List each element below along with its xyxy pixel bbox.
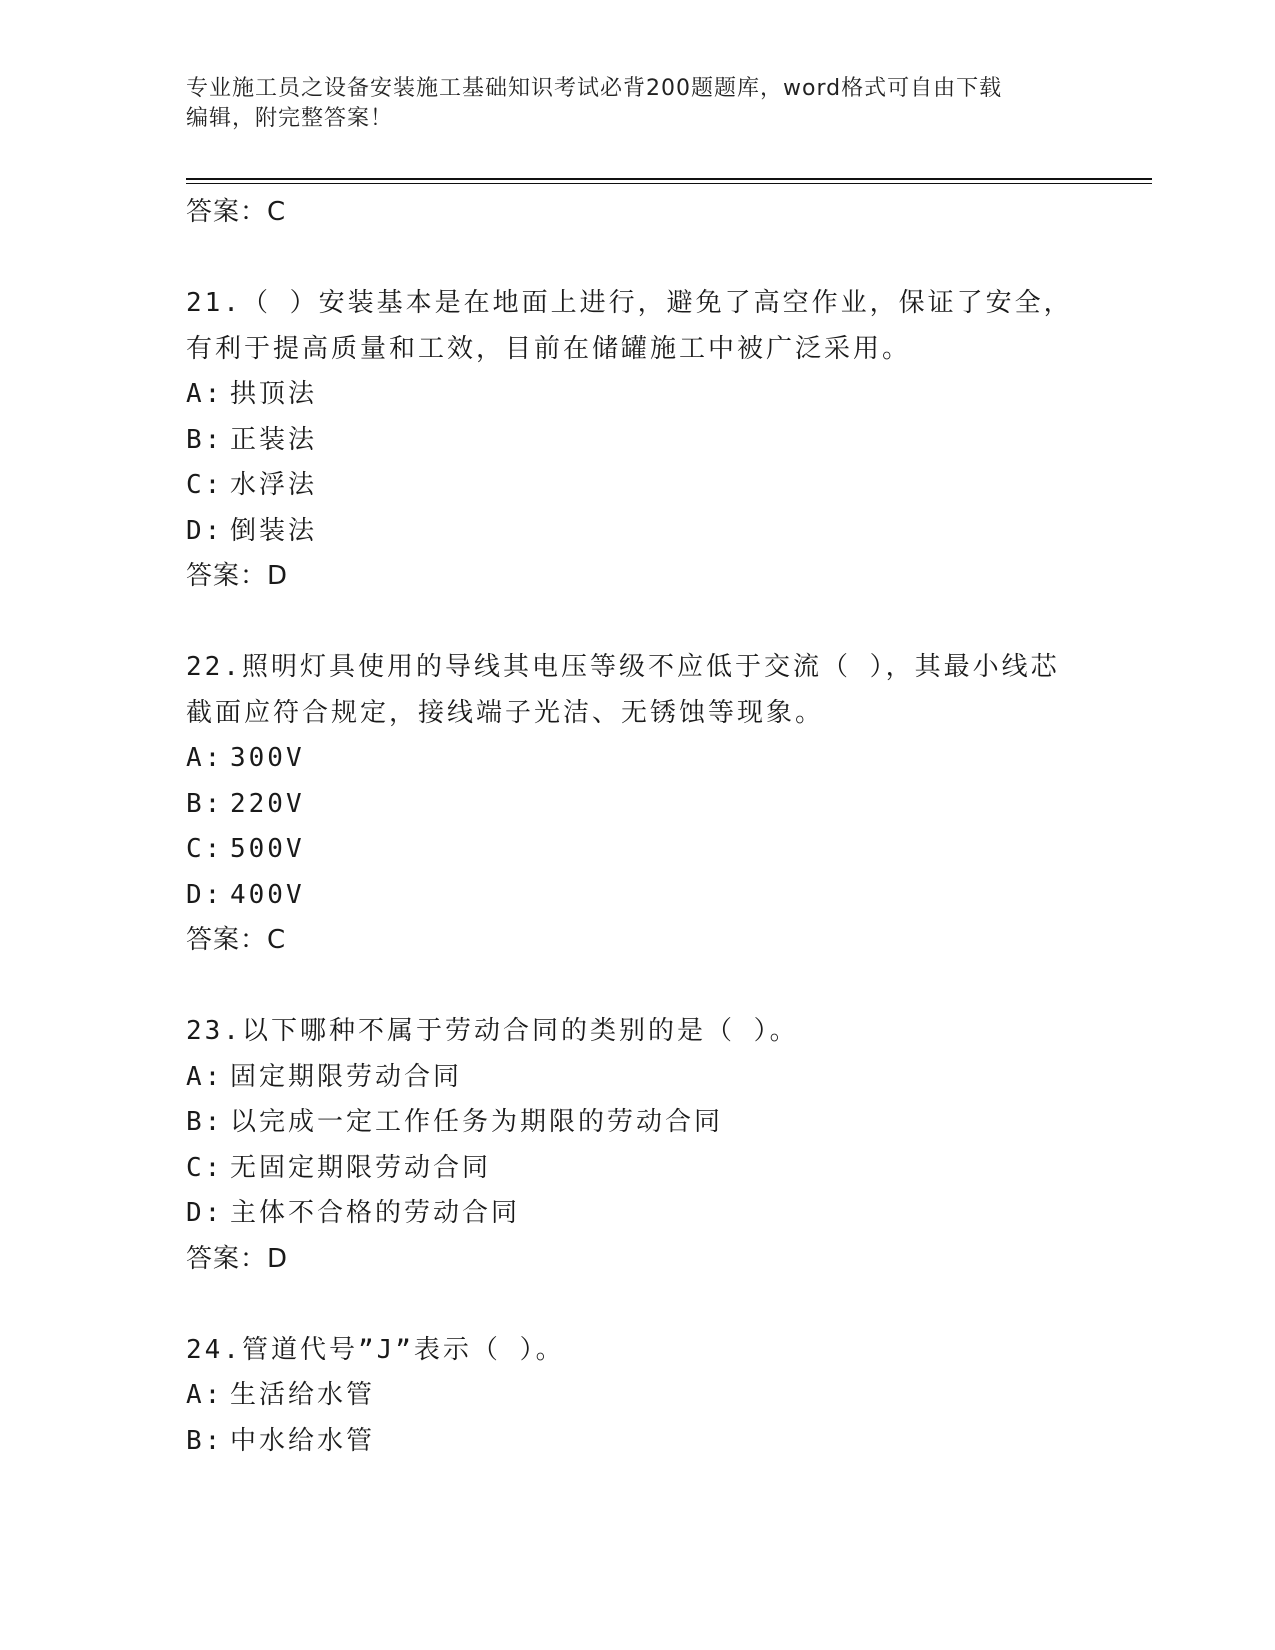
option-letter: C: (186, 834, 224, 864)
option-letter: A: (186, 379, 224, 409)
spacer (186, 964, 1116, 1010)
option-text: 生活给水管 (230, 1380, 376, 1410)
option-letter: C: (186, 1152, 224, 1183)
option-a (186, 1373, 1116, 1419)
question-stem: 21.（ ）安装基本是在地面上进行，避免了高空作业，保证了安全， (186, 288, 1073, 318)
option-text: 倒装法 (230, 515, 318, 546)
option-c (186, 827, 1116, 873)
option-letter: B: (186, 424, 224, 455)
option-text: 主体不合格的劳动合同 (230, 1198, 521, 1228)
option-text: 无固定期限劳动合同 (230, 1152, 492, 1183)
question-stem: 23.以下哪种不属于劳动合同的类别的是（ ）。 (186, 1016, 799, 1046)
option-letter: A: (186, 1380, 224, 1410)
option-text: 正装法 (230, 424, 318, 455)
spacer (186, 236, 1116, 282)
question-stem: 截面应符合规定，接线端子光洁、无锈蚀等现象。 (186, 697, 825, 728)
option-letter: D: (186, 515, 224, 546)
option-b (186, 782, 1116, 828)
header-line-2: 编辑，附完整答案！ (186, 106, 394, 131)
option-letter: B: (186, 788, 224, 819)
option-d (186, 873, 1116, 919)
option-letter: D: (186, 1198, 224, 1228)
option-text: 固定期限劳动合同 (230, 1061, 463, 1092)
question-stem: 24.管道代号”J”表示（ ）。 (186, 1334, 565, 1365)
option-letter: A: (186, 1061, 224, 1092)
option-b (186, 1419, 1116, 1465)
spacer (186, 600, 1116, 646)
option-text: 水浮法 (230, 470, 318, 500)
document-header (186, 74, 1066, 134)
option-text: 500V (230, 834, 305, 864)
question-21 (186, 281, 1116, 600)
header-divider-thin (186, 183, 1152, 184)
answer-line: 答案：D (186, 561, 289, 591)
option-d (186, 509, 1116, 555)
header-divider-thick (186, 178, 1152, 180)
option-text: 中水给水管 (230, 1425, 376, 1456)
option-a (186, 1055, 1116, 1101)
question-24 (186, 1328, 1116, 1465)
option-text: 400V (230, 879, 305, 910)
answer-line: 答案：C (186, 925, 287, 955)
previous-answer: 答案：C (186, 197, 287, 227)
spacer (186, 1282, 1116, 1328)
option-b (186, 418, 1116, 464)
question-23 (186, 1009, 1116, 1282)
answer-line: 答案：D (186, 1243, 289, 1274)
option-letter: B: (186, 1425, 224, 1456)
question-stem: 22.照明灯具使用的导线其电压等级不应低于交流（ ），其最小线芯 (186, 652, 1060, 682)
option-a (186, 736, 1116, 782)
option-text: 拱顶法 (230, 379, 318, 409)
option-b (186, 1100, 1116, 1146)
option-text: 以完成一定工作任务为期限的劳动合同 (230, 1107, 724, 1137)
option-c (186, 1146, 1116, 1192)
header-line-1: 专业施工员之设备安装施工基础知识考试必背200题题库，word格式可自由下载 (186, 76, 1003, 101)
option-letter: D: (186, 879, 224, 910)
option-c (186, 463, 1116, 509)
question-list (186, 190, 1116, 1464)
option-letter: B: (186, 1107, 224, 1137)
option-text: 300V (230, 743, 305, 773)
option-letter: A: (186, 743, 224, 773)
option-letter: C: (186, 470, 224, 500)
option-text: 220V (230, 788, 305, 819)
question-stem: 有利于提高质量和工效，目前在储罐施工中被广泛采用。 (186, 333, 912, 364)
option-d (186, 1191, 1116, 1237)
option-a (186, 372, 1116, 418)
question-22 (186, 645, 1116, 964)
